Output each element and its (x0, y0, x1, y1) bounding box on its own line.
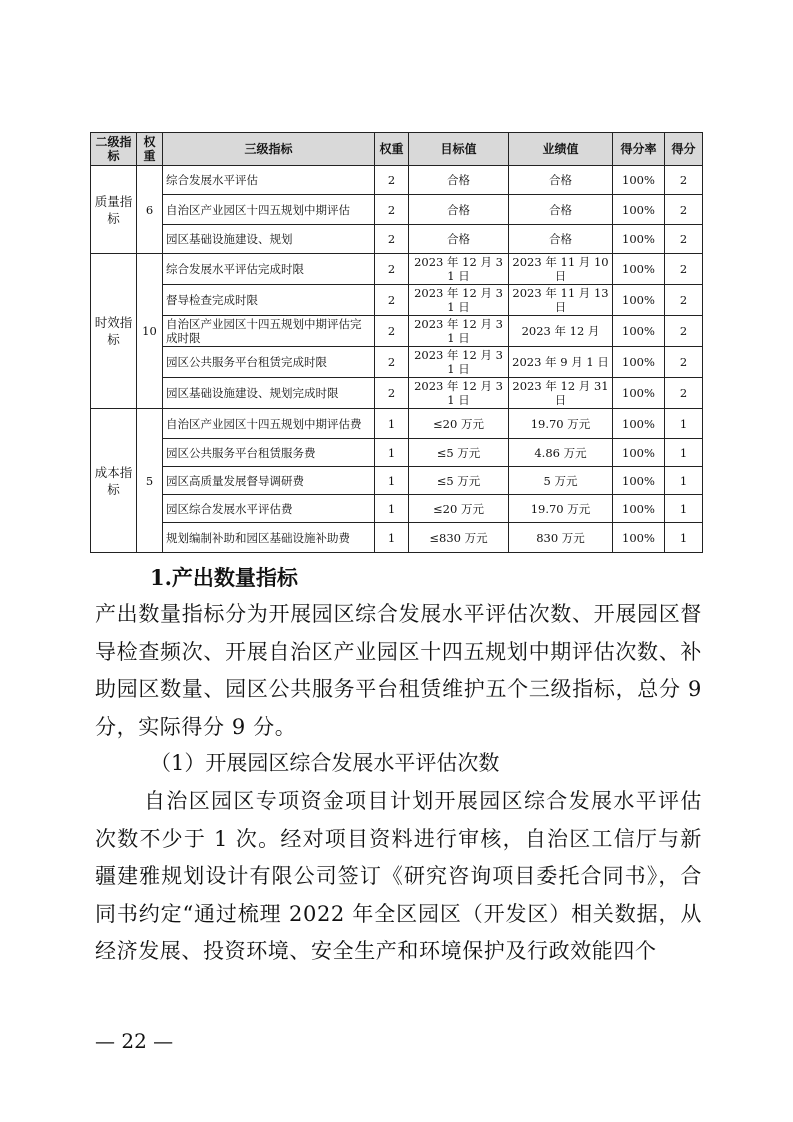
table-header-row (91, 133, 703, 166)
weight-cell: 2 (375, 254, 409, 285)
rate-cell: 100% (613, 523, 665, 553)
paragraph-assessment (95, 783, 702, 971)
actual-cell: 合格 (509, 225, 613, 254)
group-weight: 5 (137, 409, 163, 553)
group-name: 成本指标 (91, 409, 137, 553)
score-cell: 2 (665, 378, 703, 409)
rate-cell: 100% (613, 195, 665, 225)
weight-cell: 2 (375, 378, 409, 409)
indicator-cell: 园区基础设施建设、规划完成时限 (163, 378, 375, 409)
actual-cell: 4.86 万元 (509, 439, 613, 467)
target-cell: ≤20 万元 (409, 409, 509, 439)
rate-cell: 100% (613, 409, 665, 439)
group-weight: 6 (137, 166, 163, 254)
target-cell: 合格 (409, 166, 509, 195)
score-cell: 2 (665, 285, 703, 316)
score-cell: 1 (665, 523, 703, 553)
header-rate: 得分率 (613, 133, 665, 166)
header-target: 目标值 (409, 133, 509, 166)
actual-cell: 合格 (509, 166, 613, 195)
header-score: 得分 (665, 133, 703, 166)
header-level2-weight: 权重 (137, 133, 163, 166)
indicator-cell: 规划编制补助和园区基础设施补助费 (163, 523, 375, 553)
table-row (91, 316, 703, 347)
header-level2-indicator: 二级指标 (91, 133, 137, 166)
score-cell: 2 (665, 166, 703, 195)
table-row (91, 285, 703, 316)
rate-cell: 100% (613, 378, 665, 409)
score-cell: 2 (665, 316, 703, 347)
actual-cell: 合格 (509, 195, 613, 225)
indicator-cell: 园区高质量发展督导调研费 (163, 467, 375, 495)
actual-cell: 2023 年 11 月 13 日 (509, 285, 613, 316)
performance-table (90, 132, 703, 553)
rate-cell: 100% (613, 467, 665, 495)
page-number: — 22 — (95, 1029, 174, 1053)
table-row (91, 254, 703, 285)
actual-cell: 830 万元 (509, 523, 613, 553)
indicator-cell: 园区基础设施建设、规划 (163, 225, 375, 254)
weight-cell: 1 (375, 495, 409, 523)
target-cell: 2023 年 12 月 31 日 (409, 347, 509, 378)
target-cell: 2023 年 12 月 31 日 (409, 254, 509, 285)
table-row (91, 495, 703, 523)
actual-cell: 2023 年 12 月 31 日 (509, 378, 613, 409)
target-cell: 2023 年 12 月 31 日 (409, 285, 509, 316)
target-cell: ≤830 万元 (409, 523, 509, 553)
header-actual: 业绩值 (509, 133, 613, 166)
score-cell: 1 (665, 467, 703, 495)
score-cell: 1 (665, 439, 703, 467)
actual-cell: 2023 年 9 月 1 日 (509, 347, 613, 378)
weight-cell: 2 (375, 195, 409, 225)
score-cell: 2 (665, 225, 703, 254)
subheading: （1）开展园区综合发展水平评估次数 (150, 751, 500, 775)
group-name: 时效指标 (91, 254, 137, 409)
header-level3-indicator: 三级指标 (163, 133, 375, 166)
target-cell: 2023 年 12 月 31 日 (409, 316, 509, 347)
indicator-cell: 督导检查完成时限 (163, 285, 375, 316)
target-cell: ≤20 万元 (409, 495, 509, 523)
actual-cell: 19.70 万元 (509, 409, 613, 439)
table-row (91, 347, 703, 378)
indicator-cell: 自治区产业园区十四五规划中期评估费 (163, 409, 375, 439)
score-cell: 1 (665, 409, 703, 439)
target-cell: 2023 年 12 月 31 日 (409, 378, 509, 409)
table-row (91, 409, 703, 439)
weight-cell: 2 (375, 285, 409, 316)
target-cell: ≤5 万元 (409, 439, 509, 467)
rate-cell: 100% (613, 254, 665, 285)
indicator-cell: 综合发展水平评估 (163, 166, 375, 195)
table-row (91, 523, 703, 553)
table-row (91, 467, 703, 495)
section-heading: 1.产出数量指标 (150, 565, 298, 590)
indicator-cell: 园区公共服务平台租赁服务费 (163, 439, 375, 467)
indicator-cell: 园区公共服务平台租赁完成时限 (163, 347, 375, 378)
actual-cell: 2023 年 11 月 10 日 (509, 254, 613, 285)
weight-cell: 1 (375, 439, 409, 467)
weight-cell: 1 (375, 467, 409, 495)
target-cell: 合格 (409, 225, 509, 254)
score-cell: 2 (665, 347, 703, 378)
table-row (91, 195, 703, 225)
table-row (91, 378, 703, 409)
target-cell: 合格 (409, 195, 509, 225)
rate-cell: 100% (613, 225, 665, 254)
weight-cell: 1 (375, 409, 409, 439)
indicator-cell: 自治区产业园区十四五规划中期评估完成时限 (163, 316, 375, 347)
rate-cell: 100% (613, 285, 665, 316)
score-cell: 1 (665, 495, 703, 523)
target-cell: ≤5 万元 (409, 467, 509, 495)
table-row (91, 166, 703, 195)
indicator-cell: 综合发展水平评估完成时限 (163, 254, 375, 285)
paragraph-output-quantity (95, 596, 702, 746)
weight-cell: 2 (375, 225, 409, 254)
rate-cell: 100% (613, 166, 665, 195)
score-cell: 2 (665, 254, 703, 285)
group-weight: 10 (137, 254, 163, 409)
table-row (91, 439, 703, 467)
weight-cell: 2 (375, 347, 409, 378)
rate-cell: 100% (613, 439, 665, 467)
rate-cell: 100% (613, 495, 665, 523)
actual-cell: 2023 年 12 月 (509, 316, 613, 347)
indicator-cell: 园区综合发展水平评估费 (163, 495, 375, 523)
paragraph-text: 自治区园区专项资金项目计划开展园区综合发展水平评估次数不少于 1 次。经对项目资料进行审核，自治区工信厅与新疆建雅规划设计有限公司签订《研究咨询项目委托合同书》，合同书约定“通过梳理 2022 年全区园区（开发区）相关数据，从经济发展、投资环境、安全生产和环境保护及行政效能四个 (95, 789, 702, 964)
header-level3-weight: 权重 (375, 133, 409, 166)
rate-cell: 100% (613, 316, 665, 347)
rate-cell: 100% (613, 347, 665, 378)
group-name: 质量指标 (91, 166, 137, 254)
actual-cell: 19.70 万元 (509, 495, 613, 523)
weight-cell: 1 (375, 523, 409, 553)
weight-cell: 2 (375, 166, 409, 195)
indicator-cell: 自治区产业园区十四五规划中期评估 (163, 195, 375, 225)
actual-cell: 5 万元 (509, 467, 613, 495)
weight-cell: 2 (375, 316, 409, 347)
table-row (91, 225, 703, 254)
paragraph-text: 产出数量指标分为开展园区综合发展水平评估次数、开展园区督导检查频次、开展自治区产业园区十四五规划中期评估次数、补助园区数量、园区公共服务平台租赁维护五个三级指标，总分 9 分，实际得分 9 分。 (95, 602, 702, 739)
score-cell: 2 (665, 195, 703, 225)
